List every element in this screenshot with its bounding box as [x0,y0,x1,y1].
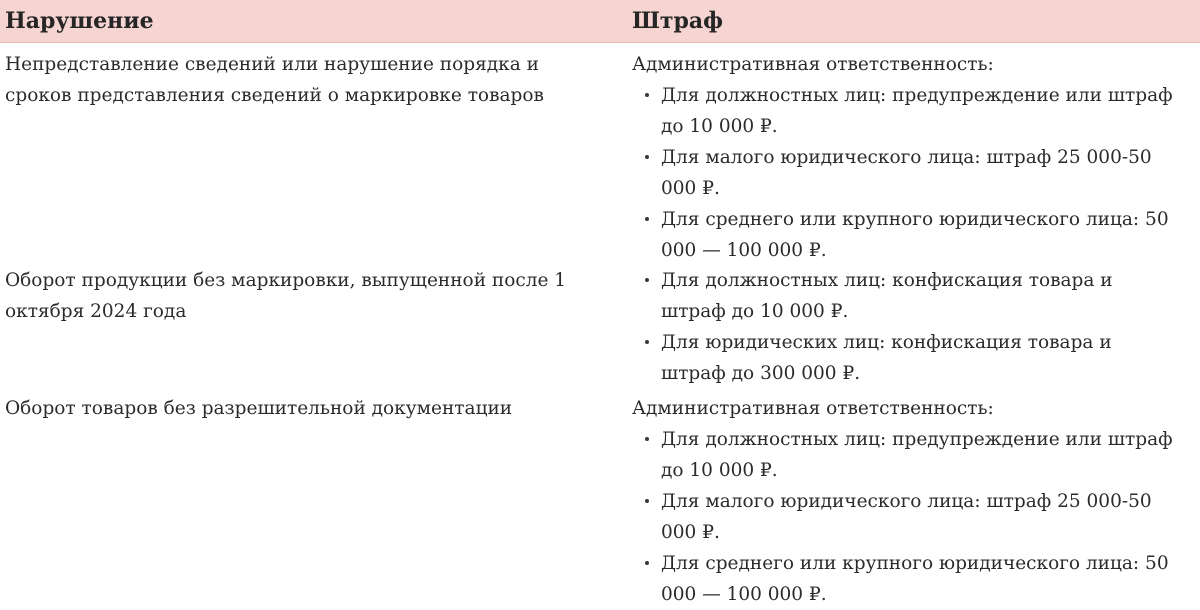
list-item: Для должностных лиц: предупреждение или штраф до 10 000 ₽. [632,80,1197,142]
violation-text-line: Непредставление сведений или нарушение порядка и [5,54,539,75]
header-penalty: Штраф [632,8,724,34]
list-item: Для среднего или крупного юридического лица: 50 000 — 100 000 ₽. [632,548,1197,610]
violation-cell [5,265,605,327]
table-header [0,0,1200,43]
header-violation: Нарушение [5,8,154,34]
liability-intro: Административная ответственность: [632,54,994,75]
liability-intro: Административная ответственность: [632,398,994,419]
penalty-cell [632,49,1197,266]
list-item: Для малого юридического лица: штраф 25 000-50 000 ₽. [632,486,1197,548]
violation-text-line: октября 2024 года [5,301,187,322]
penalty-cell [632,393,1197,610]
list-item: Для юридических лиц: конфискация товара и штраф до 300 000 ₽. [632,327,1197,389]
violation-text-line: Оборот продукции без маркировки, выпущенной после 1 [5,270,567,291]
violation-text-line: Оборот товаров без разрешительной документации [5,398,513,419]
list-item: Для малого юридического лица: штраф 25 000-50 000 ₽. [632,142,1197,204]
bullet-icon [645,278,649,282]
bullet-icon [645,155,649,159]
penalty-list [632,80,1197,266]
bullet-icon [645,93,649,97]
penalty-list [632,424,1197,610]
list-item: Для должностных лиц: конфискация товара и штраф до 10 000 ₽. [632,265,1197,327]
bullet-icon [645,499,649,503]
violation-text-line: сроков представления сведений о маркировке товаров [5,85,544,106]
bullet-icon [645,437,649,441]
bullet-icon [645,217,649,221]
bullet-icon [645,561,649,565]
penalty-list [632,265,1197,389]
violation-cell [5,393,605,424]
list-item: Для должностных лиц: предупреждение или штраф до 10 000 ₽. [632,424,1197,486]
bullet-icon [645,340,649,344]
violation-cell [5,49,605,111]
penalty-cell [632,265,1197,389]
list-item: Для среднего или крупного юридического лица: 50 000 — 100 000 ₽. [632,204,1197,266]
